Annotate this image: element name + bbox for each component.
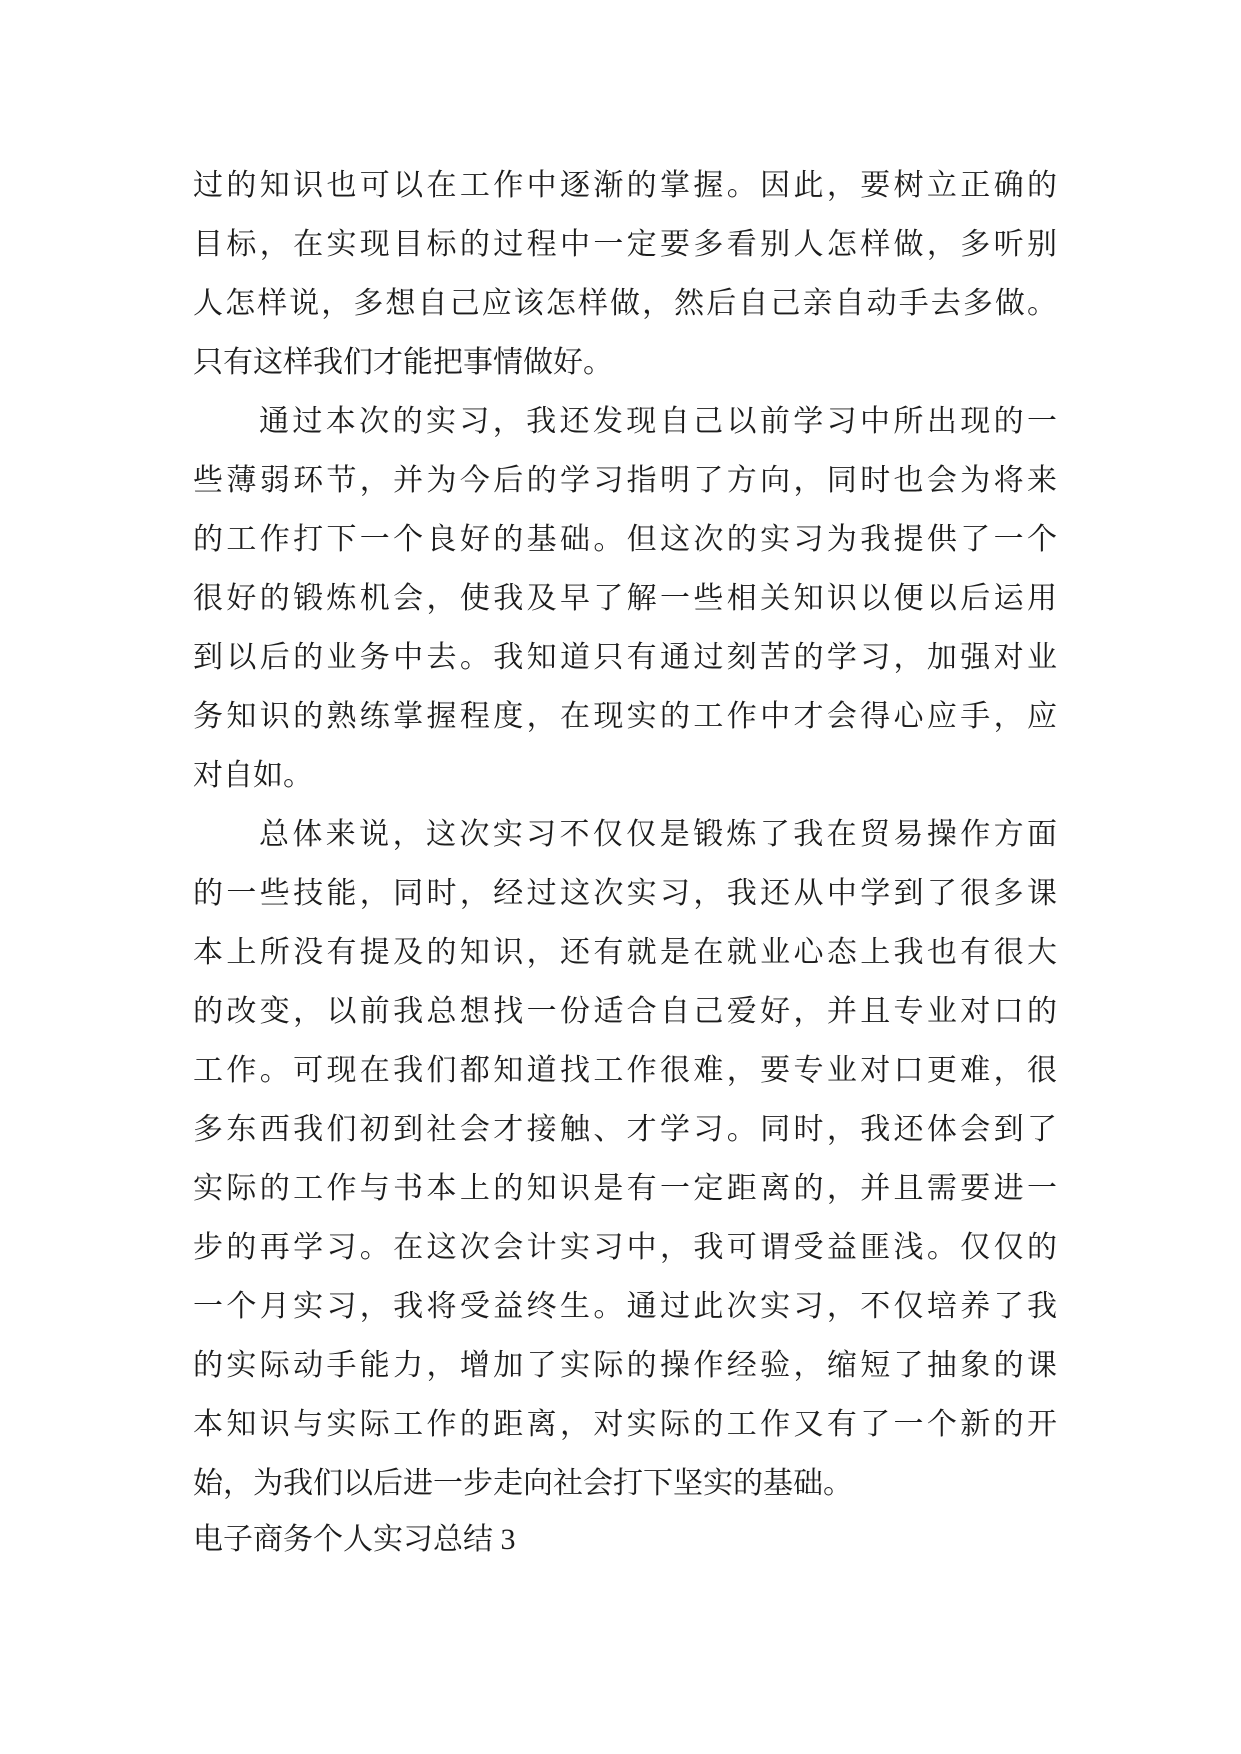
text-line: 对自如。 bbox=[193, 759, 313, 792]
text-line: 本知识与实际工作的距离，对实际的工作又有了一个新的开 bbox=[193, 1408, 1057, 1441]
text-line: 的改变，以前我总想找一份适合自己爱好，并且专业对口的 bbox=[193, 995, 1057, 1028]
text-line: 通过本次的实习，我还发现自己以前学习中所出现的一 bbox=[259, 405, 1057, 438]
paragraph-continued bbox=[193, 156, 1057, 392]
text-line: 些薄弱环节，并为今后的学习指明了方向，同时也会为将来 bbox=[193, 464, 1057, 497]
text-line: 的工作打下一个良好的基础。但这次的实习为我提供了一个 bbox=[193, 523, 1057, 556]
text-line: 一个月实习，我将受益终生。通过此次实习，不仅培养了我 bbox=[193, 1290, 1057, 1323]
text-line: 的一些技能，同时，经过这次实习，我还从中学到了很多课 bbox=[193, 877, 1057, 910]
text-line: 工作。可现在我们都知道找工作很难，要专业对口更难，很 bbox=[193, 1054, 1057, 1087]
text-line: 本上所没有提及的知识，还有就是在就业心态上我也有很大 bbox=[193, 936, 1057, 969]
text-line: 很好的锻炼机会，使我及早了解一些相关知识以便以后运用 bbox=[193, 582, 1057, 615]
text-line: 过的知识也可以在工作中逐渐的掌握。因此，要树立正确的 bbox=[193, 169, 1057, 202]
text-line: 只有这样我们才能把事情做好。 bbox=[193, 346, 613, 379]
text-line: 总体来说，这次实习不仅仅是锻炼了我在贸易操作方面 bbox=[259, 818, 1057, 851]
text-line: 始，为我们以后进一步走向社会打下坚实的基础。 bbox=[193, 1467, 853, 1500]
section-heading: 电子商务个人实习总结 3 bbox=[193, 1523, 516, 1556]
text-line: 的实际动手能力，增加了实际的操作经验，缩短了抽象的课 bbox=[193, 1349, 1057, 1382]
text-line: 步的再学习。在这次会计实习中，我可谓受益匪浅。仅仅的 bbox=[193, 1231, 1057, 1264]
text-line: 实际的工作与书本上的知识是有一定距离的，并且需要进一 bbox=[193, 1172, 1057, 1205]
paragraph-summary bbox=[193, 805, 1057, 1513]
text-line: 目标，在实现目标的过程中一定要多看别人怎样做，多听别 bbox=[193, 228, 1057, 261]
text-line: 人怎样说，多想自己应该怎样做，然后自己亲自动手去多做。 bbox=[193, 287, 1057, 320]
text-line: 多东西我们初到社会才接触、才学习。同时，我还体会到了 bbox=[193, 1113, 1057, 1146]
paragraph-internship-findings bbox=[193, 392, 1057, 805]
text-line: 到以后的业务中去。我知道只有通过刻苦的学习，加强对业 bbox=[193, 641, 1057, 674]
text-line: 务知识的熟练掌握程度，在现实的工作中才会得心应手，应 bbox=[193, 700, 1057, 733]
document-body bbox=[193, 156, 1057, 1569]
